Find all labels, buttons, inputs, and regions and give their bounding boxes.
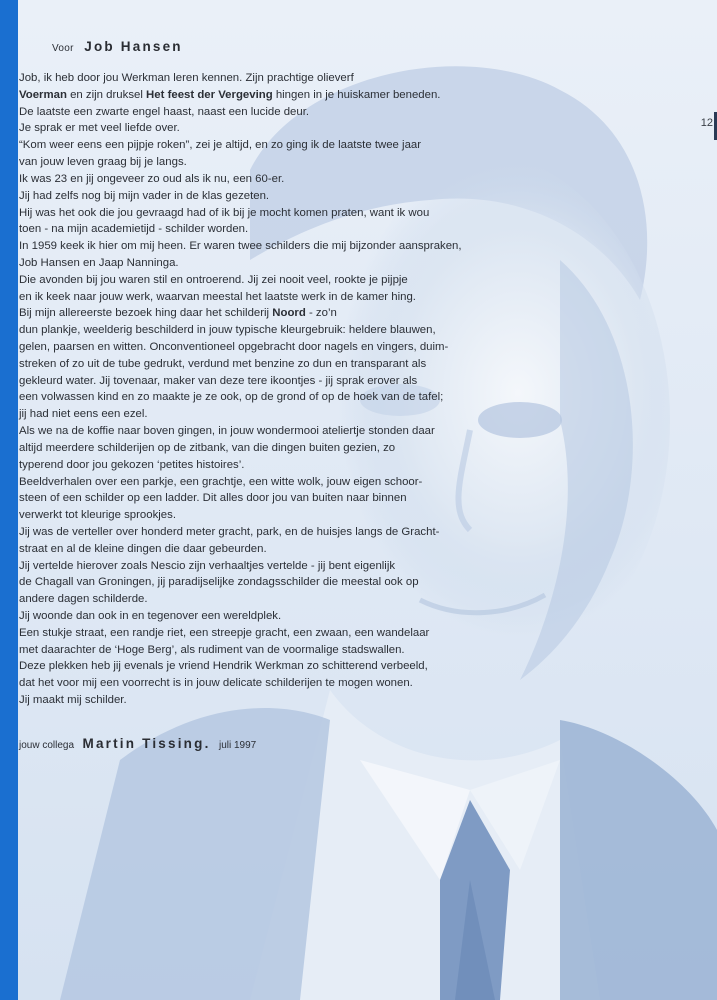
bold-title: Noord — [272, 307, 306, 320]
line-text: “Kom weer eens een pijpje roken”, zei je altijd, en zo ging ik de laatste twee jaar — [19, 139, 422, 152]
signoff — [19, 735, 256, 753]
letter-line — [19, 692, 499, 709]
line-text: van jouw leven graag bij je langs. — [19, 156, 187, 169]
letter-line — [19, 574, 499, 591]
letter-line — [19, 322, 499, 339]
recipient-name: Job Hansen — [84, 39, 183, 54]
letter-line — [19, 490, 499, 507]
letter-line — [19, 188, 499, 205]
header-prefix: Voor — [52, 43, 74, 54]
letter-body — [19, 70, 499, 709]
letter-line — [19, 137, 499, 154]
letter-line — [19, 305, 499, 322]
letter-line — [19, 474, 499, 491]
line-text: en zijn druksel — [66, 88, 147, 101]
line-text: De laatste een zwarte engel haast, naast een lucide deur. — [19, 105, 310, 118]
letter-line — [19, 440, 499, 457]
letter-line — [19, 255, 499, 272]
line-text: jij had niet eens een ezel. — [19, 408, 148, 421]
line-text: typerend door jou gekozen ‘petites histoires’. — [19, 458, 245, 471]
line-text: Bij mijn allereerste bezoek hing daar het schilderij — [19, 307, 273, 320]
line-text: Beeldverhalen over een parkje, een grachtje, een witte wolk, jouw eigen schoor- — [19, 475, 423, 488]
line-text: steen of een schilder op een ladder. Dit alles door jou van buiten naar binnen — [19, 492, 407, 505]
accent-bar — [0, 0, 18, 1000]
letter-line — [19, 389, 499, 406]
line-text: dun plankje, weelderig beschilderd in jouw typische kleurgebruik: heldere blauwen, — [19, 324, 436, 337]
page-number: 12 — [700, 117, 713, 129]
letter-line — [19, 373, 499, 390]
letter-line — [19, 238, 499, 255]
line-text: hingen in je huiskamer beneden. — [272, 88, 441, 101]
line-text: een volwassen kind en zo maakte je ze ook, op de grond of op de hoek van de tafel; — [19, 391, 444, 404]
letter-line — [19, 289, 499, 306]
bold-title: Voerman — [19, 88, 67, 101]
letter-header — [52, 38, 183, 56]
letter-line — [19, 171, 499, 188]
letter-line — [19, 339, 499, 356]
line-text: en ik keek naar jouw werk, waarvan meestal het laatste werk in de kamer hing. — [19, 290, 416, 303]
line-text: Die avonden bij jou waren stil en ontroerend. Jij zei nooit veel, rookte je pijpje — [19, 273, 408, 286]
line-text: streken of zo uit de tube gedrukt, verdund met benzine zo dun en transparant als — [19, 357, 427, 370]
line-text: Jij was de verteller over honderd meter gracht, park, en de huisjes langs de Gracht- — [19, 525, 440, 538]
letter-line — [19, 272, 499, 289]
line-text: Deze plekken heb jij evenals je vriend Hendrik Werkman zo schitterend verbeeld, — [19, 660, 428, 673]
letter-line — [19, 356, 499, 373]
letter-line — [19, 541, 499, 558]
line-text: Job, ik heb door jou Werkman leren kennen. Zijn prachtige olieverf — [19, 72, 354, 84]
letter-line — [19, 221, 499, 238]
letter-line — [19, 104, 499, 121]
letter-line — [19, 457, 499, 474]
letter-line — [19, 524, 499, 541]
line-text: andere dagen schilderde. — [19, 593, 148, 606]
letter-line — [19, 120, 499, 137]
signoff-prefix: jouw collega — [19, 740, 75, 751]
line-text: - zo’n — [305, 307, 337, 320]
line-text: Job Hansen en Jaap Nanninga. — [19, 256, 179, 269]
letter-line — [19, 406, 499, 423]
letter-line — [19, 423, 499, 440]
line-text: Jij woonde dan ook in en tegenover een wereldplek. — [19, 610, 282, 622]
line-text: Je sprak er met veel liefde over. — [19, 122, 180, 135]
bold-title: Het feest der Vergeving — [146, 88, 273, 101]
line-text: Jij maakt mij schilder. — [19, 694, 127, 707]
line-text: verwerkt tot kleurige sprookjes. — [19, 509, 176, 522]
letter-line — [19, 608, 499, 625]
line-text: In 1959 keek ik hier om mij heen. Er waren twee schilders die mij bijzonder aanspraken, — [19, 240, 462, 253]
letter-line — [19, 154, 499, 171]
line-text: dat het voor mij een voorrecht is in jouw delicate schilderijen te mogen wonen. — [19, 677, 413, 690]
letter-line — [19, 625, 499, 642]
letter-line — [19, 558, 499, 575]
line-text: Een stukje straat, een randje riet, een streepje gracht, een zwaan, een wandelaar — [19, 626, 430, 639]
line-text: Hij was het ook die jou gevraagd had of ik bij je mocht komen praten, want ik wou — [19, 206, 430, 219]
line-text: Als we na de koffie naar boven gingen, in jouw wondermooi ateliertje stonden daar — [19, 425, 435, 438]
line-text: Ik was 23 en jij ongeveer zo oud als ik nu, een 60-er. — [19, 172, 285, 185]
line-text: gelen, paarsen en witten. Onconventioneel opgebracht door nagels en vingers, duim- — [19, 341, 449, 353]
line-text: gekleurd water. Jij tovenaar, maker van deze tere ikoontjes - jij sprak erover als — [19, 374, 418, 387]
letter-line — [19, 205, 499, 222]
letter-line — [19, 658, 499, 675]
author-name: Martin Tissing. — [82, 736, 211, 751]
line-text: altijd meerdere schilderijen op de zitbank, van die dingen buiten gezien, zo — [19, 441, 396, 454]
line-text: de Chagall van Groningen, jij paradijselijke zondagsschilder die meestal ook op — [19, 576, 419, 589]
line-text: Jij had zelfs nog bij mijn vader in de klas gezeten. — [19, 189, 270, 202]
line-text: toen - na mijn academietijd - schilder worden. — [19, 223, 249, 236]
letter-line — [19, 507, 499, 524]
letter-line — [19, 70, 499, 87]
line-text: straat en al de kleine dingen die daar gebeurden. — [19, 542, 267, 555]
letter-line — [19, 642, 499, 659]
letter-line — [19, 675, 499, 692]
line-text: met daarachter de ‘Hoge Berg’, als rudiment van de voormalige stadswallen. — [19, 643, 405, 656]
letter-line — [19, 591, 499, 608]
line-text: Jij vertelde hierover zoals Nescio zijn verhaaltjes vertelde - jij bent eigenlijk — [19, 559, 396, 572]
letter-line — [19, 87, 499, 104]
signoff-date: juli 1997 — [218, 740, 257, 751]
